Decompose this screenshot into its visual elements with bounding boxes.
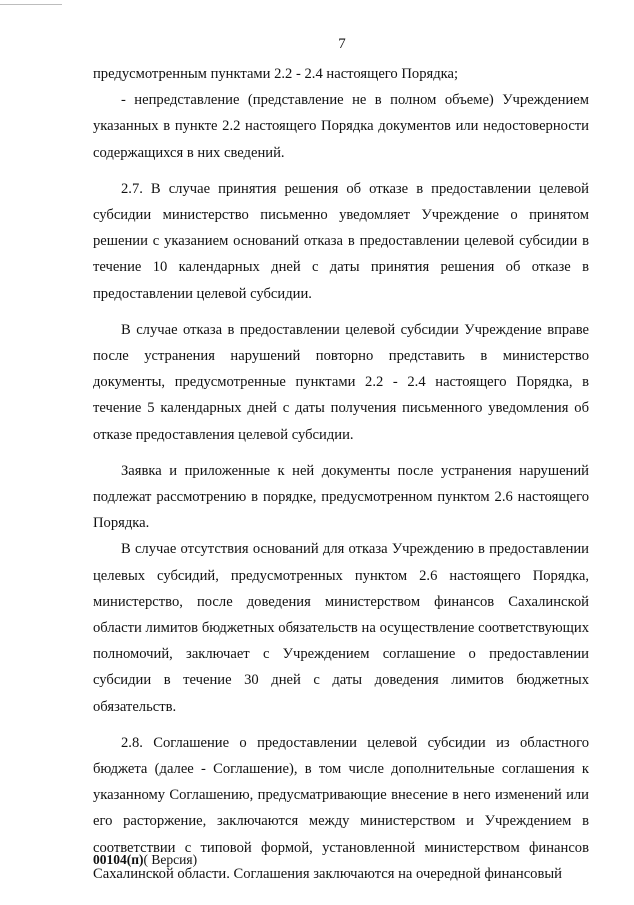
page-number: 7	[338, 36, 346, 52]
document-version: ( Версия)	[143, 852, 198, 867]
document-code: 00104(п)	[93, 852, 144, 867]
paragraph-continuation: предусмотренным пунктами 2.2 - 2.4 настоящего Порядка;	[93, 66, 459, 82]
paragraph-2-7: 2.7. В случае принятия решения об отказе в предоставлении целевой субсидии министерство письменно уведомляет Учреждение о принятом решении с указанием оснований отказа в предоставлении целевой субсидии в течение 10 календарных дней с даты принятия решения об отказе в предоставлении целевой субсидии.	[93, 180, 589, 302]
paragraph-agreement-conclusion: В случае отсутствия оснований для отказа Учреждению в предоставлении целевых субсидий, предусмотренных пунктом 2.6 настоящего Порядка, министерство, после доведения министерством финансов Сахалинской области лимитов бюджетных обязательств на осуществление соответствующих полномочий, заключает с Учреждением соглашение о предоставлении субсидии в течение 30 дней с даты доведения лимитов бюджетных обязательств.	[93, 541, 589, 715]
document-footer	[93, 852, 197, 868]
paragraph-application-review: Заявка и приложенные к ней документы после устранения нарушений подлежат рассмотрению в порядке, предусмотренном пунктом 2.6 настоящего Порядка.	[93, 462, 589, 532]
document-body	[93, 61, 589, 887]
paragraph-refusal-resubmission: В случае отказа в предоставлении целевой субсидии Учреждение вправе после устранения нарушений повторно представить в министерство документы, предусмотренные пунктами 2.2 - 2.4 настоящего Порядка, в течение 5 календарных дней с даты получения письменного уведомления об отказе предоставления целевой субсидии.	[93, 321, 589, 443]
paragraph-non-submission: - непредставление (представление не в полном объеме) Учреждением указанных в пункте 2.2 настоящего Порядка документов или недостоверности содержащихся в них сведений.	[93, 92, 589, 161]
paragraph-2-8: 2.8. Соглашение о предоставлении целевой субсидии из областного бюджета (далее - Соглашение), в том числе дополнительные соглашения к указанному Соглашению, предусматривающие внесение в него изменений или его расторжение, заключаются между министерством и Учреждением в соответствии с типовой формой, установленной министерством финансов Сахалинской области. Соглашения заключаются на очередной финансовый	[93, 734, 589, 882]
top-edge-rule	[0, 4, 62, 5]
